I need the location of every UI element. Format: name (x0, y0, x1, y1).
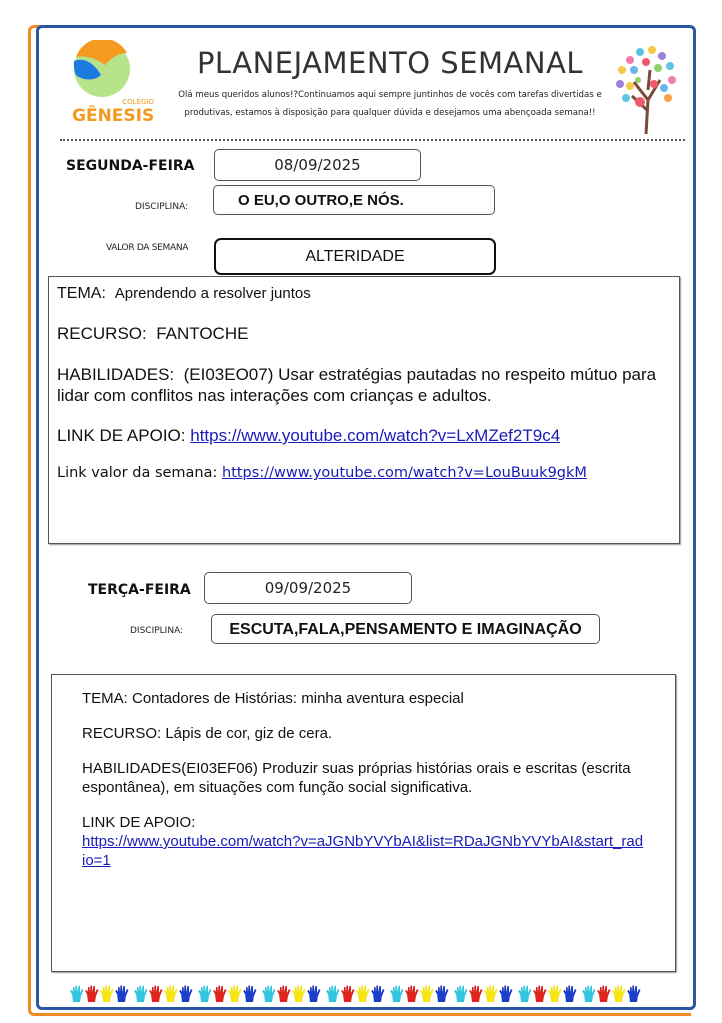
value-of-week-field: ALTERIDADE (214, 238, 496, 275)
hand-icon (115, 985, 130, 1003)
monday-habilidades (57, 364, 671, 406)
hand-icon (307, 985, 322, 1003)
habilidades-value: (EI03EO07) Usar estratégias pautadas no respeito mútuo para lidar com conflitos nas interações com crianças e adultos. (57, 365, 657, 405)
monday-value-link-row (57, 463, 671, 484)
hand-icon (469, 985, 484, 1003)
link-label: LINK DE APOIO: (57, 426, 186, 445)
logo-name-text: GÊNESIS (72, 106, 155, 126)
tuesday-day-label: TERÇA-FEIRA (88, 582, 191, 598)
hand-icon (518, 985, 533, 1003)
hand-icon (213, 985, 228, 1003)
hand-icon (70, 985, 85, 1003)
tuesday-discipline-field: ESCUTA,FALA,PENSAMENTO E IMAGINAÇÃO (211, 614, 600, 644)
tuesday-discipline-label: DISCIPLINA: (130, 626, 184, 636)
hand-icon (326, 985, 341, 1003)
hand-icon (179, 985, 194, 1003)
recurso-value: FANTOCHE (156, 324, 249, 343)
hand-icon (134, 985, 149, 1003)
hand-group (518, 985, 578, 1005)
hands-border-decoration (70, 985, 670, 1005)
hand-icon (548, 985, 563, 1003)
tuesday-recurso: RECURSO: Lápis de cor, giz de cera. (82, 725, 333, 742)
monday-tema (57, 283, 671, 304)
hand-icon (85, 985, 100, 1003)
school-logo (68, 40, 158, 125)
hand-icon (454, 985, 469, 1003)
hand-icon (149, 985, 164, 1003)
hand-icon (405, 985, 420, 1003)
hand-icon (100, 985, 115, 1003)
hand-group (582, 985, 642, 1005)
monday-discipline-label: DISCIPLINA: (135, 202, 189, 212)
hand-icon (582, 985, 597, 1003)
tuesday-support-link[interactable]: https://www.youtube.com/watch?v=aJGNbYVYbAI&list=RDaJGNbYVYbAI&start_radio=1 (82, 833, 644, 869)
hand-icon (198, 985, 213, 1003)
header-divider (60, 139, 685, 141)
hand-icon (420, 985, 435, 1003)
hand-group (262, 985, 322, 1005)
hand-group (454, 985, 514, 1005)
monday-recurso (57, 323, 671, 344)
hand-icon (243, 985, 258, 1003)
monday-discipline-field: O EU,O OUTRO,E NÓS. (213, 185, 495, 215)
logo-small-text: COLÉGIO (122, 98, 154, 106)
hand-icon (563, 985, 578, 1003)
monday-link-row (57, 425, 671, 446)
monday-content-box (48, 276, 680, 544)
tuesday-tema: TEMA: Contadores de Histórias: minha aventura especial (82, 690, 464, 707)
tema-label: TEMA: (57, 285, 106, 302)
logo-emblem-icon (68, 40, 158, 98)
tuesday-link-label: LINK DE APOIO: (82, 814, 196, 831)
hand-group (134, 985, 194, 1005)
tuesday-content-box (51, 674, 676, 972)
page-title: PLANEJAMENTO SEMANAL (196, 46, 584, 80)
value-of-week-label: VALOR DA SEMANA (106, 243, 189, 253)
tree-icon (610, 40, 682, 136)
tuesday-date-field: 09/09/2025 (204, 572, 412, 604)
hand-icon (390, 985, 405, 1003)
hand-group (326, 985, 386, 1005)
hand-icon (533, 985, 548, 1003)
hand-icon (356, 985, 371, 1003)
hand-icon (435, 985, 450, 1003)
hand-group (70, 985, 130, 1005)
hand-icon (262, 985, 277, 1003)
tuesday-habilidades: HABILIDADES(EI03EF06) Produzir suas próprias histórias orais e escritas (escrita espontânea), em situações com função social significativa. (82, 760, 631, 796)
monday-support-link[interactable]: https://www.youtube.com/watch?v=LxMZef2T9c4 (190, 426, 561, 445)
monday-date-field: 08/09/2025 (214, 149, 421, 181)
hand-icon (499, 985, 514, 1003)
hand-icon (164, 985, 179, 1003)
tema-value: Aprendendo a resolver juntos (114, 285, 311, 302)
hand-icon (597, 985, 612, 1003)
hand-icon (484, 985, 499, 1003)
hand-group (198, 985, 258, 1005)
hand-icon (277, 985, 292, 1003)
hand-group (390, 985, 450, 1005)
recurso-label: RECURSO: (57, 324, 147, 343)
monday-day-label: SEGUNDA-FEIRA (66, 158, 195, 174)
intro-text: Olá meus queridos alunos!?Continuamos aqui sempre juntinhos de vocês com tarefas divertidas e produtivas, estamos à disposição para qualquer dúvida e desejamos uma abençoada semana!! (178, 90, 602, 118)
monday-value-link[interactable]: https://www.youtube.com/watch?v=LouBuuk9gkM (222, 465, 587, 481)
value-link-label: Link valor da semana: (57, 465, 218, 481)
hand-icon (292, 985, 307, 1003)
hand-icon (371, 985, 386, 1003)
hand-icon (341, 985, 356, 1003)
hand-icon (627, 985, 642, 1003)
habilidades-label: HABILIDADES: (57, 365, 175, 384)
hand-icon (612, 985, 627, 1003)
hand-icon (228, 985, 243, 1003)
